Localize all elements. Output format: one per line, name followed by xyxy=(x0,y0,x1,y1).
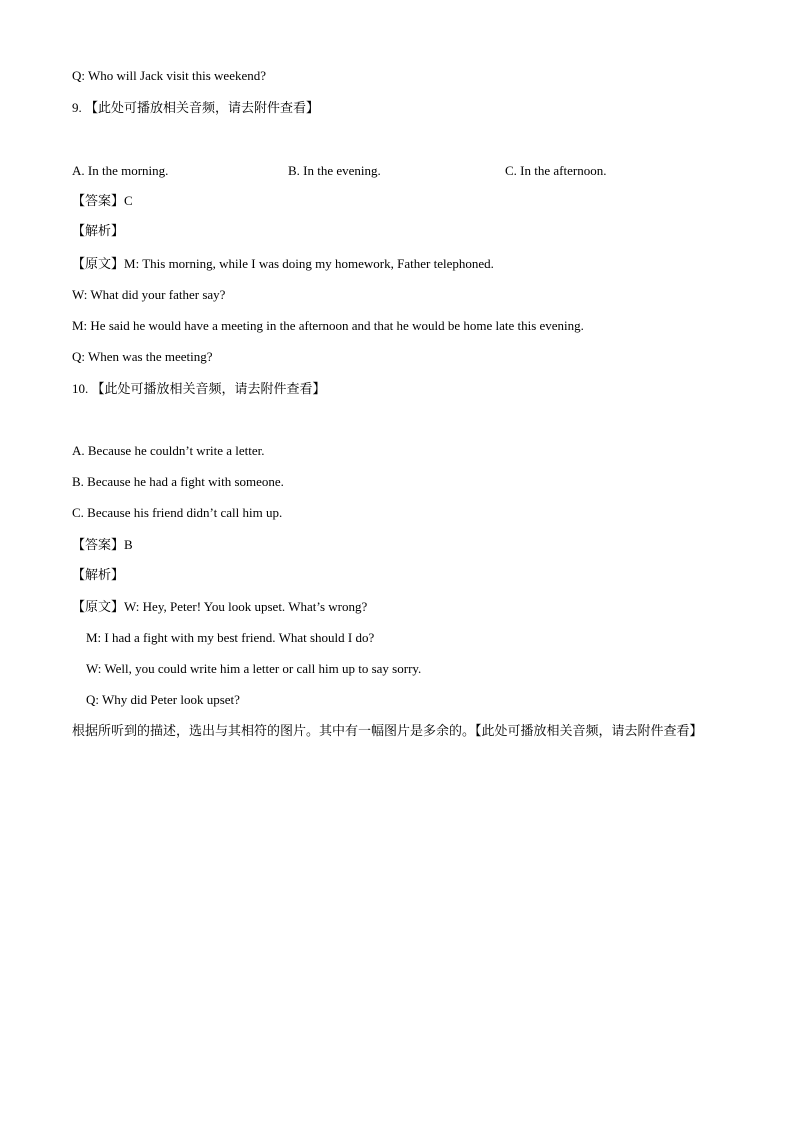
script-label: 【原文】 xyxy=(72,257,125,272)
script-line: W: What did your father say? xyxy=(72,287,226,302)
script-line: M: He said he would have a meeting in the afternoon and that he would be home late this evening. xyxy=(72,318,584,333)
item-number: 9. xyxy=(72,100,82,115)
answer-value: B xyxy=(124,537,133,552)
option-b: B. Because he had a fight with someone. xyxy=(72,474,284,489)
item-10-script-line-2 xyxy=(86,630,374,646)
script-line: W: Hey, Peter! You look upset. What’s wrong? xyxy=(124,599,368,614)
item-10-header xyxy=(72,381,326,397)
item-10-analysis-label xyxy=(72,568,124,584)
answer-label: 【答案】 xyxy=(72,194,125,209)
option-a: A. In the morning. xyxy=(72,163,169,178)
option-c: C. In the afternoon. xyxy=(505,163,607,178)
script-line: M: I had a fight with my best friend. What should I do? xyxy=(86,630,375,645)
item-10-option-c xyxy=(72,505,282,521)
item-9-answer xyxy=(72,193,133,209)
item-9-header xyxy=(72,100,319,116)
script-line: Q: When was the meeting? xyxy=(72,349,213,364)
item-10-script-line-3 xyxy=(86,661,421,677)
item-9-script-line-2 xyxy=(72,287,225,303)
script-line: Q: Why did Peter look upset? xyxy=(86,692,240,707)
question-text xyxy=(72,68,266,84)
item-9-script-question xyxy=(72,349,213,365)
item-10-option-a xyxy=(72,443,265,459)
script-line: M: This morning, while I was doing my homework, Father telephoned. xyxy=(124,256,494,271)
option-b: B. In the evening. xyxy=(288,163,381,178)
question-line: Q: Who will Jack visit this weekend? xyxy=(72,68,267,83)
audio-placeholder[interactable]: 【此处可播放相关音频，请去附件查看】 xyxy=(91,382,326,397)
answer-label: 【答案】 xyxy=(72,538,125,553)
answer-value: C xyxy=(124,193,133,208)
item-10-script-line-1 xyxy=(72,599,367,615)
analysis-label: 【解析】 xyxy=(72,568,125,583)
item-10-option-b xyxy=(72,474,284,490)
item-10-answer xyxy=(72,537,133,553)
option-a: A. Because he couldn’t write a letter. xyxy=(72,443,265,458)
item-9-script-line-1 xyxy=(72,256,494,272)
item-9-analysis-label xyxy=(72,224,124,240)
option-c: C. Because his friend didn’t call him up. xyxy=(72,505,283,520)
script-label: 【原文】 xyxy=(72,600,125,615)
analysis-label: 【解析】 xyxy=(72,224,125,239)
audio-placeholder[interactable]: 【此处可播放相关音频，请去附件查看】 xyxy=(85,101,320,116)
item-9-script-line-3 xyxy=(72,318,584,334)
script-line: W: Well, you could write him a letter or call him up to say sorry. xyxy=(86,661,422,676)
item-10-script-question xyxy=(86,692,240,708)
section-instruction: 根据所听到的描述，选出与其相符的图片。其中有一幅图片是多余的。【此处可播放相关音频，请去附件查看】 xyxy=(72,724,703,739)
item-number: 10. xyxy=(72,381,89,396)
